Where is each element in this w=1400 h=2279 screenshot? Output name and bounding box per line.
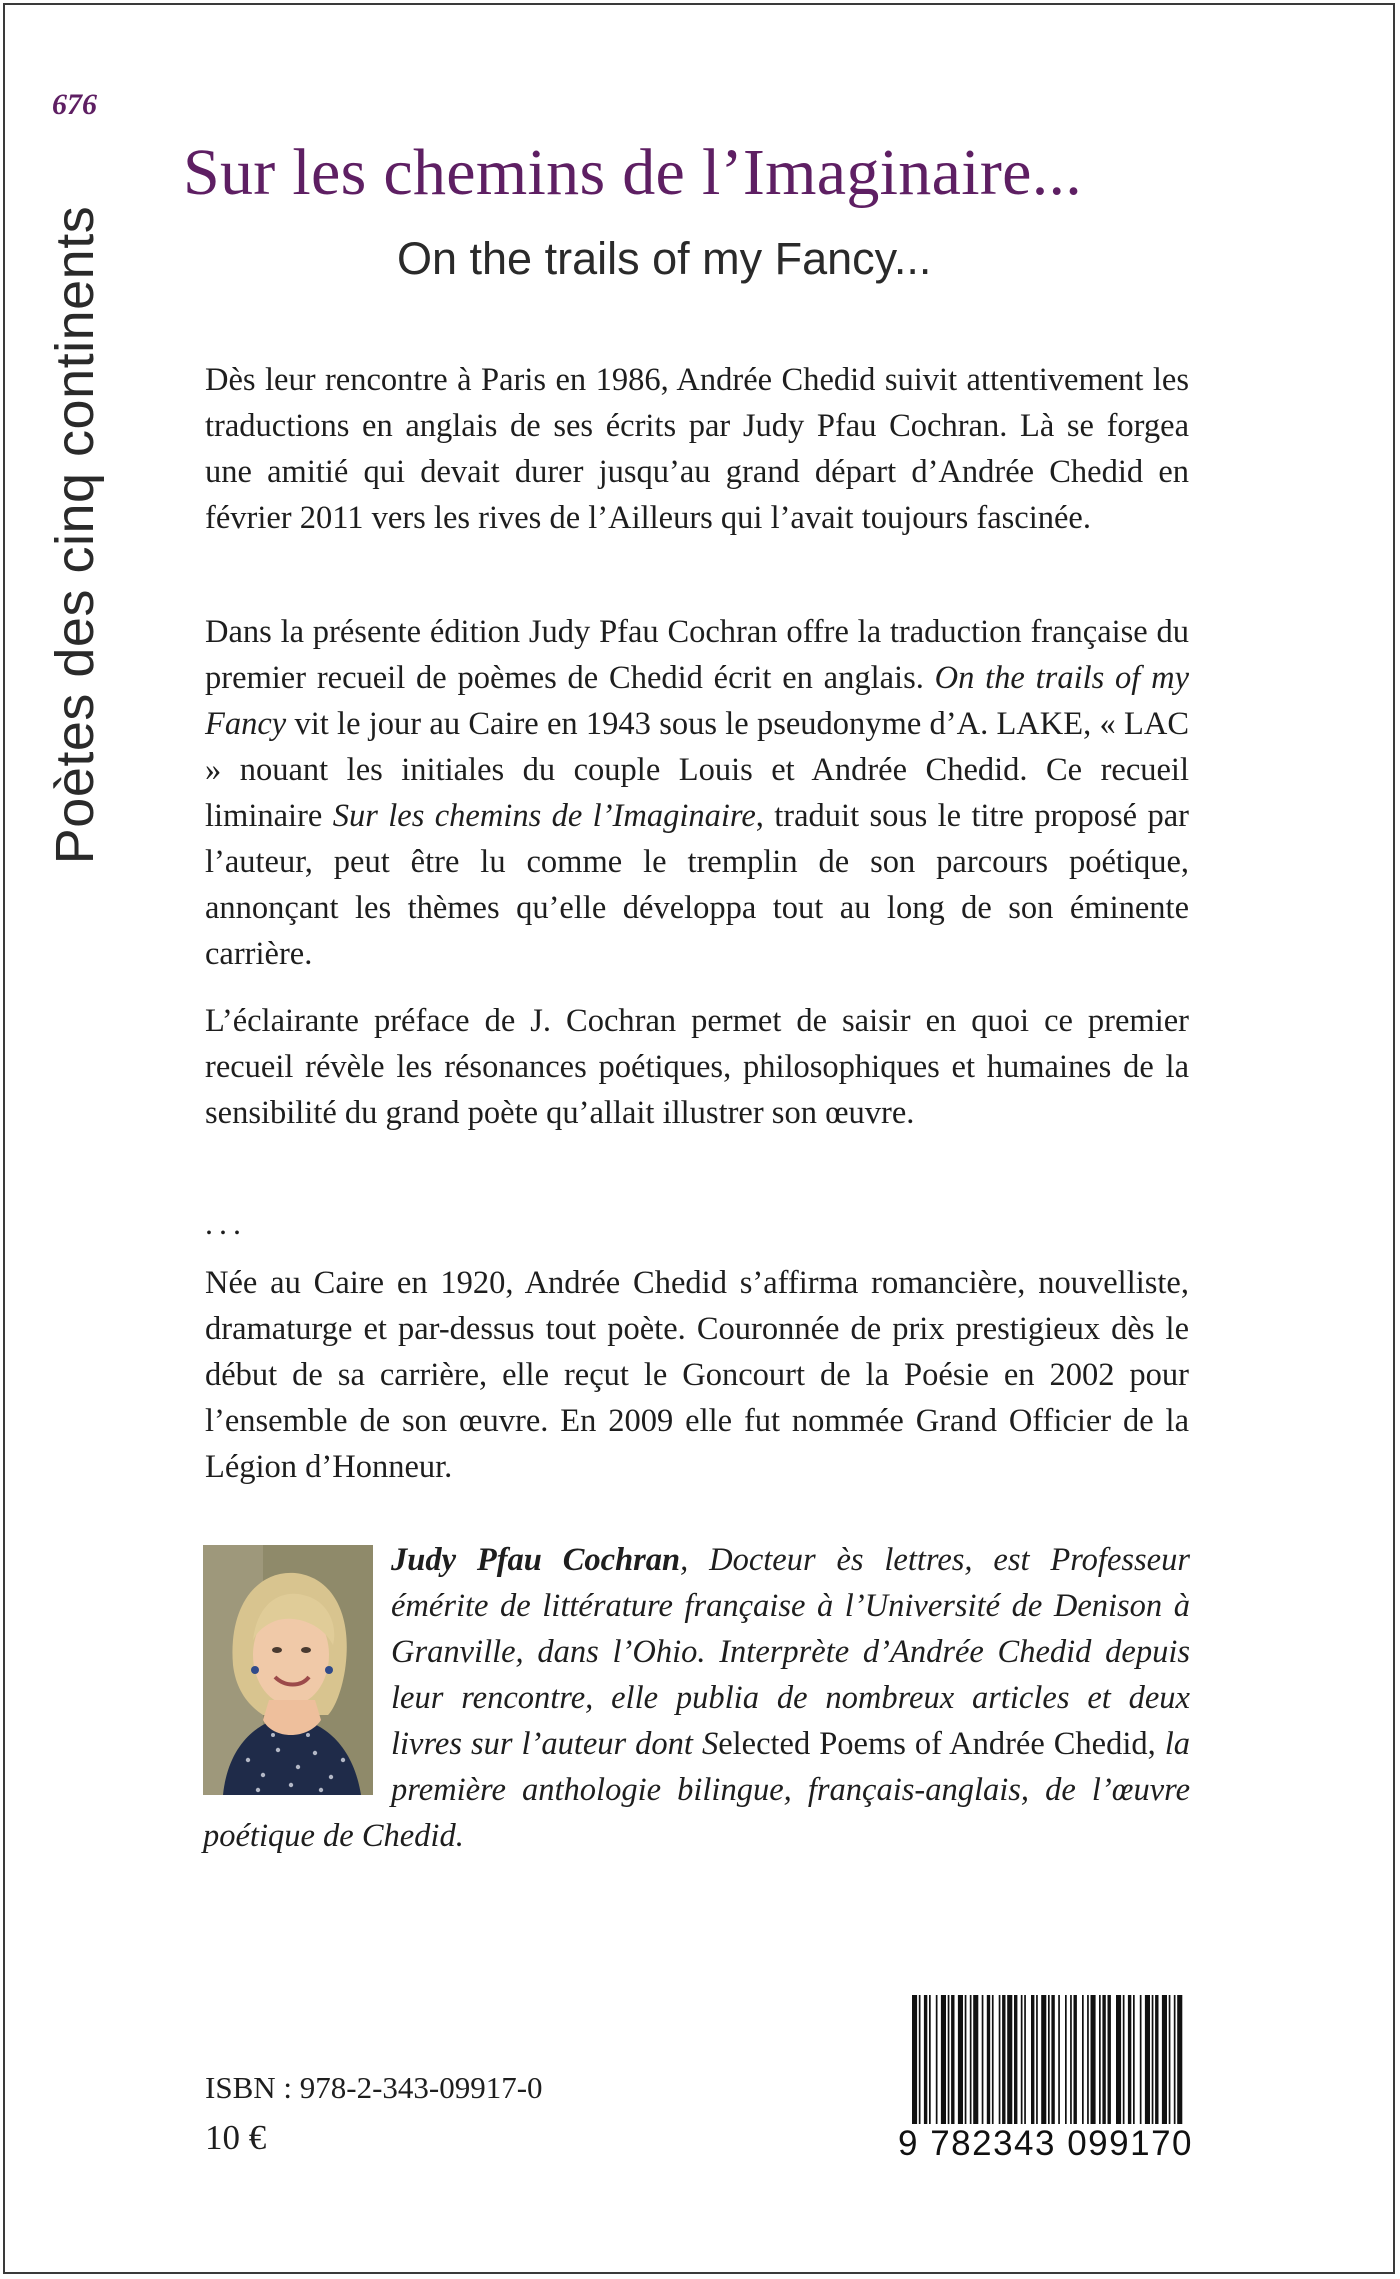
barcode-digits: 9 782343 099170 — [898, 2124, 1193, 2163]
author-bio — [203, 1537, 1190, 1859]
price-label: 10 € — [205, 2118, 267, 2157]
author-bio-text-b: la première anthologie bilingue, français-anglais, de l’œuvre poétique de Chedid. — [203, 1726, 1191, 1854]
paragraph-3-text: L’éclairante préface de J. Cochran permet de saisir en quoi ce premier recueil révèle les résonances poétiques, philosophiques et humaines de la sensibilité du grand poète qu’allait illustrer son œuvre. — [205, 1003, 1189, 1131]
paragraph-2 — [205, 609, 1189, 977]
cover-frame — [3, 3, 1395, 2274]
series-spine — [40, 175, 110, 895]
series-number: 676 — [52, 88, 97, 121]
author-bio-book-title: elected Poems of Andrée Chedid, — [718, 1726, 1156, 1762]
isbn-label: ISBN : 978-2-343-09917-0 — [205, 2070, 543, 2105]
paragraph-4-text: Née au Caire en 1920, Andrée Chedid s’affirma romancière, nouvelliste, dramaturge et par-dessus tout poète. Couronnée de prix prestigieux dès le début de sa carrière, elle reçut le Goncourt de la Poésie en 2002 pour l’ensemble de son œuvre. En 2009 elle fut nommée Grand Officier de la Légion d’Honneur. — [205, 1265, 1189, 1485]
section-separator: ... — [205, 1205, 247, 1241]
author-bio-text-a: , Docteur ès lettres, est Professeur émérite de littérature française à l’Université de Denison à Granville, dans l’Ohio. Interprète d’Andrée Chedid depuis leur rencontre, elle publia de nombreux articles et deux livres sur l’auteur dont S — [391, 1542, 1190, 1762]
book-title: Sur les chemins de l’Imaginaire... — [183, 136, 1083, 209]
paragraph-2-text-c: , traduit sous le titre proposé par l’auteur, peut être lu comme le tremplin de son parcours poétique, annonçant les thèmes qu’elle développa tout au long de son éminente carrière. — [205, 798, 1189, 972]
paragraph-1-text: Dès leur rencontre à Paris en 1986, Andrée Chedid suivit attentivement les traductions en anglais de ses écrits par Judy Pfau Cochran. Là se forgea une amitié qui devait durer jusqu’au grand départ d’Andrée Chedid en février 2011 vers les rives de l’Ailleurs qui l’avait toujours fascinée. — [205, 362, 1189, 536]
paragraph-2-text-b: vit le jour au Caire en 1943 sous le pseudonyme d’A. LAKE, « LAC » nouant les initiales du couple Louis et Andrée Chedid. Ce recueil liminaire — [205, 706, 1190, 834]
paragraph-4 — [205, 1260, 1189, 1490]
paragraph-3 — [205, 998, 1189, 1136]
paragraph-2-italic-title-2: Sur les chemins de l’Imaginaire — [332, 798, 756, 834]
book-subtitle: On the trails of my Fancy... — [397, 233, 932, 284]
paragraph-1 — [205, 357, 1189, 541]
paragraph-2-text-a: Dans la présente édition Judy Pfau Cochran offre la traduction française du premier recueil de poèmes de Chedid écrit en anglais. — [205, 614, 1189, 696]
paragraph-2-italic-title-1: On the trails of my Fancy — [205, 660, 1190, 742]
series-name: Poètes des cinq continents — [45, 205, 105, 865]
author-name: Judy Pfau Cochran — [391, 1542, 681, 1578]
